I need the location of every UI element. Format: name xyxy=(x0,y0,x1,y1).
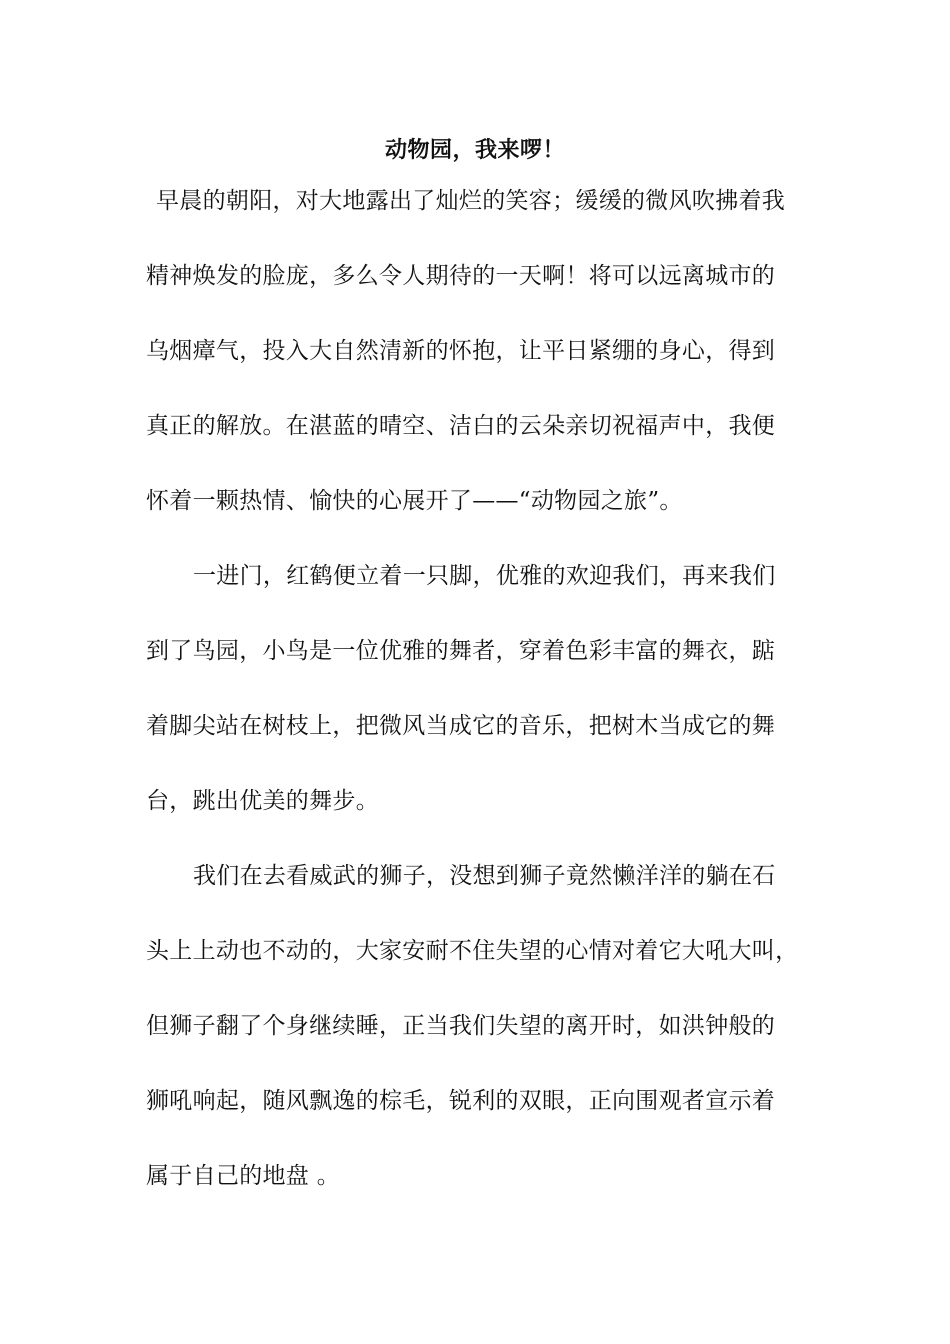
paragraph-line: 属于自己的地盘 。 xyxy=(146,1163,341,1189)
paragraph-line: 我们在去看威武的狮子，没想到狮子竟然懒洋洋的躺在石 xyxy=(193,863,776,889)
paragraph-line: 早晨的朝阳，对大地露出了灿烂的笑容；缓缓的微风吹拂着我 xyxy=(156,188,786,214)
paragraph-line: 怀着一颗热情、愉快的心展开了——“动物园之旅”。 xyxy=(146,488,683,514)
paragraph-line: 真正的解放。在湛蓝的晴空、洁白的云朵亲切祝福声中，我便 xyxy=(146,413,776,439)
paragraph-line: 台，跳出优美的舞步。 xyxy=(146,788,379,814)
paragraph-line: 到了鸟园，小鸟是一位优雅的舞者，穿着色彩丰富的舞衣，踮 xyxy=(146,638,776,664)
document-title: 动物园，我来啰！ xyxy=(384,137,565,163)
paragraph-line: 头上上动也不动的，大家安耐不住失望的心情对着它大吼大叫， xyxy=(146,938,799,964)
paragraph-line: 狮吼响起，随风飘逸的棕毛，锐利的双眼，正向围观者宣示着 xyxy=(146,1088,776,1114)
paragraph-line: 乌烟瘴气，投入大自然清新的怀抱，让平日紧绷的身心，得到 xyxy=(146,338,776,364)
paragraph-line: 精神焕发的脸庞，多么令人期待的一天啊！将可以远离城市的 xyxy=(146,263,776,289)
paragraph-line: 着脚尖站在树枝上，把微风当成它的音乐，把树木当成它的舞 xyxy=(146,713,776,739)
paragraph-line: 但狮子翻了个身继续睡，正当我们失望的离开时，如洪钟般的 xyxy=(146,1013,776,1039)
paragraph-line: 一进门，红鹤便立着一只脚，优雅的欢迎我们，再来我们 xyxy=(193,563,776,589)
